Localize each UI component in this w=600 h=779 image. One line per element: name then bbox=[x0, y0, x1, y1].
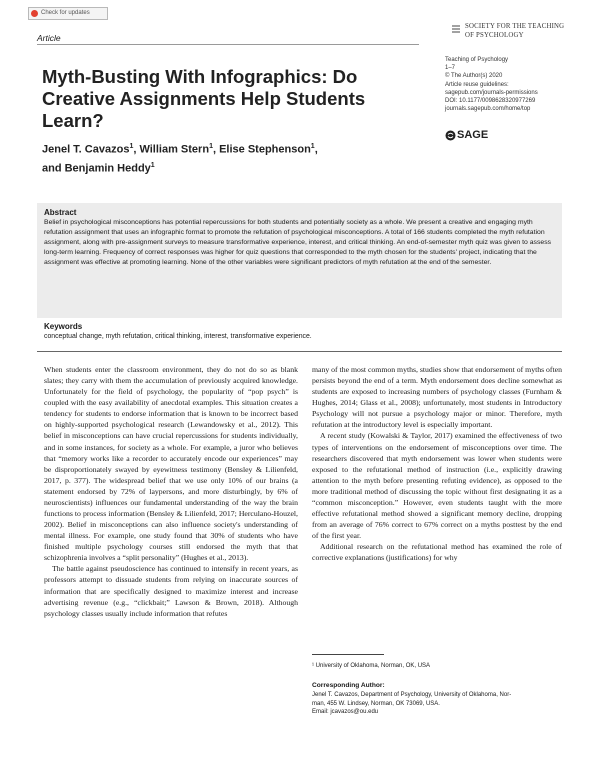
corresponding-author-email[interactable]: Email: jcavazos@ou.edu bbox=[312, 709, 379, 716]
author-affiliation-marker: 1 bbox=[150, 161, 155, 169]
author-name: William Stern bbox=[139, 143, 210, 156]
journal-name: Teaching of Psychology bbox=[445, 57, 509, 63]
header-rule bbox=[37, 44, 419, 45]
permissions-link[interactable]: sagepub.com/journals-permissions bbox=[445, 89, 538, 96]
check-for-updates-badge[interactable] bbox=[28, 7, 108, 20]
body-paragraph: The battle against pseudoscience has continued to intensify in recent years, as professors attempt to dissuade students from relying on inaccurate sources of information that are specifically designed to maximize interest and increase advertising revenue (e.g., “clickbait;” Lawson & Brown, 2018). Although psychology classes usually include information that refutes bbox=[44, 564, 298, 618]
author-separator: , bbox=[133, 143, 140, 156]
author-separator: , bbox=[212, 143, 220, 156]
body-paragraph: When students enter the classroom environment, they do not do so as blank slates; they carry with them the accumulation of previously acquired knowledge. Unfortunately for the field of psychology, the popularity of “pop psych” is coupled with the easy availability of anecdotal examples. This situation creates a tendency for students to endorse information that is known to be incorrect based on highly-supported psychological research (Lewandowsky et al., 2012). This belief in misconceptions can have crucial repercussions for students individually, and in some instances, for society as a whole. For example, a juror who believes that “memory works like a recorder to accurately encode our experiences” may be disproportionately swayed by eyewitness testimony (Bensley & Lilienfeld, 2017, p. 377). The widespread belief that we use only 10% of our brains (a statement endorsed by 72% of laypersons, and more disturbingly, by 6% of neuroscientists) influences our fundamental understanding of the way the brain functions to process information (Bensley & Lilienfeld, 2017; Herculano-Houzel, 2002). Belief in misconceptions can also influence society's understanding of mental illness. For example, one study found that 30% of students who have finished multiple psychology courses still endorsed the myth that that schizophrenia involves a “split personality” (Hughes et al., 2013). bbox=[44, 365, 298, 563]
crossmark-icon bbox=[31, 10, 38, 17]
corresponding-author-details bbox=[312, 691, 562, 717]
author-affiliation-marker: 1 bbox=[209, 143, 213, 150]
author-name: Jenel T. Cavazos bbox=[42, 143, 130, 156]
journal-meta bbox=[445, 56, 538, 113]
check-badge-label: Check for updates bbox=[41, 10, 90, 16]
body-paragraph: many of the most common myths, studies show that endorsement of myths often persists beyond the end of a term. Myth endorsement does decline somewhat as students are exposed to increasing numbers of psychology classes (Furnham & Hughes, 2014; Glass et al., 2008); unfortunately, most students in Introductory Psychology will not pursue a psychology major or minor. Therefore, myth refutation at the introductory level is especially important. bbox=[312, 365, 562, 430]
body-column-left bbox=[44, 364, 298, 619]
author-name: and Benjamin Heddy bbox=[42, 162, 151, 175]
section-rule bbox=[37, 351, 562, 352]
article-type-label: Article bbox=[37, 33, 61, 43]
abstract-heading: Abstract bbox=[44, 208, 77, 217]
society-name-line1: SOCIETY FOR THE TEACHING bbox=[465, 23, 565, 30]
copyright: © The Author(s) 2020 bbox=[445, 73, 503, 80]
society-logo-icon bbox=[451, 24, 461, 34]
society-name-line2: OF PSYCHOLOGY bbox=[465, 31, 524, 39]
author-list bbox=[42, 139, 422, 176]
sage-logo bbox=[445, 129, 488, 141]
reuse-guidelines-label: Article reuse guidelines: bbox=[445, 81, 509, 88]
author-separator: , bbox=[314, 143, 318, 156]
keywords-text: conceptual change, myth refutation, critical thinking, interest, transformative experience. bbox=[44, 333, 312, 340]
doi-link[interactable]: DOI: 10.1177/0098628320977269 bbox=[445, 98, 536, 105]
author-affiliation-marker: 1 bbox=[310, 143, 315, 150]
author-affiliation-marker: 1 bbox=[129, 143, 134, 150]
society-name bbox=[465, 23, 564, 40]
article-title: Myth-Busting With Infographics: Do Creative Assignments Help Students Learn? bbox=[42, 66, 366, 131]
author-affiliation: ¹ University of Oklahoma, Norman, OK, USA bbox=[312, 663, 431, 669]
corresponding-author-line: Jenel T. Cavazos, Department of Psychology, University of Oklahoma, Nor- bbox=[312, 692, 512, 698]
corresponding-author-heading: Corresponding Author: bbox=[312, 682, 385, 689]
corresponding-author-line: man, 455 W. Lindsey, Norman, OK 73069, USA. bbox=[312, 700, 440, 707]
body-paragraph: A recent study (Kowalski & Taylor, 2017) examined the effectiveness of two types of interventions on the endorsement of misconceptions over time. The researchers discovered that myth endorsement was lower when students were exposed to the refutational method of instruction (i.e., explicitly drawing attention to the myth before presenting refuting evidence), as opposed to the more traditional method of discussing the topic without first designating it as a “common misconception.” However, even students taught with the more effective refutational method showed a significant memory decline, dropping from an average of 76% correct to 67% correct on a myths posttest by the end of the first year. bbox=[312, 431, 562, 541]
keywords-heading: Keywords bbox=[44, 322, 83, 331]
footnote-rule bbox=[312, 654, 384, 655]
sage-mark-icon bbox=[445, 130, 456, 141]
sage-wordmark: SAGE bbox=[457, 129, 489, 141]
journal-home-link[interactable]: journals.sagepub.com/home/top bbox=[445, 106, 531, 113]
body-paragraph: Additional research on the refutational method has examined the role of corrective explanations (justifications) for why bbox=[312, 542, 562, 563]
abstract-text: Belief in psychological misconceptions has potential repercussions for both students and potentially society as a whole. We present a creative and engaging myth refutation assignment that uses an infographic format to promote the refutation of psychological misconceptions. A total of 166 students completed the myth refutation assignment, along with pre-assignment surveys to measure transformative experience, interest, and critical thinking. An end-of-semester myth quiz was given to assess long-term learning. Frequency of correct responses was higher for quiz questions that corresponded to the myth chosen for the students' project, indicating that the assignment was effective at promoting learning. None of the other variables were significant predictors of myth refutation at the end of the semester. bbox=[44, 219, 552, 267]
author-name: Elise Stephenson bbox=[219, 143, 311, 156]
page-range: 1–7 bbox=[445, 65, 456, 72]
body-column-right bbox=[312, 364, 562, 563]
